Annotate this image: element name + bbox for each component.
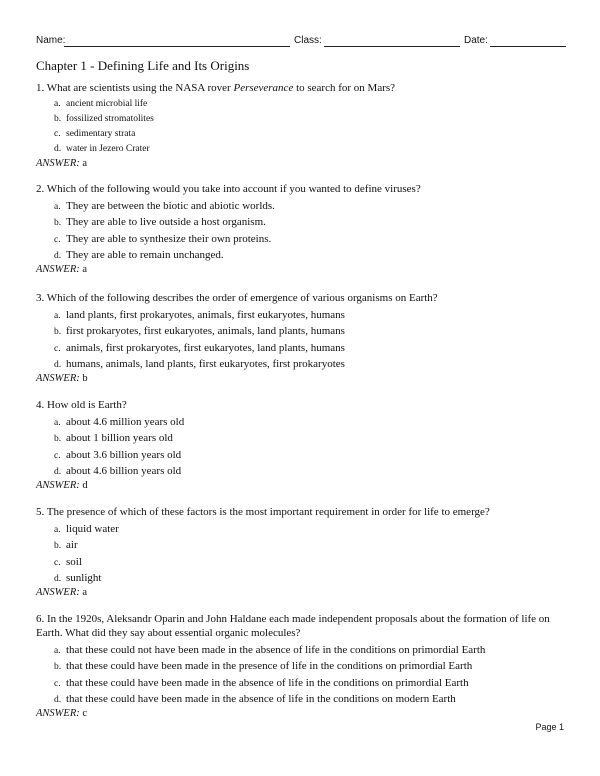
option-d: d. water in Jezero Crater — [54, 144, 150, 154]
question-6 — [36, 612, 566, 720]
answer-value: a — [82, 264, 88, 276]
question-stem: 3. Which of the following describes the order of emergence of various organisms on Earth? — [36, 292, 438, 304]
option-c: c. about 3.6 billion years old — [54, 448, 182, 461]
question-stem: 5. The presence of which of these factors is the most important requirement in order for life to emerge? — [36, 506, 490, 518]
answer-value: d — [82, 480, 88, 492]
answer-value: a — [82, 158, 88, 169]
name-line — [64, 46, 290, 47]
date-line — [490, 46, 566, 47]
option-a: a. land plants, first prokaryotes, animals, first eukaryotes, humans — [54, 309, 345, 321]
option-d: d. They are able to remain unchanged. — [54, 248, 224, 261]
chapter-title: Chapter 1 - Defining Life and Its Origins — [36, 58, 250, 73]
option-a: a. liquid water — [54, 523, 119, 535]
answer-value: a — [82, 587, 88, 599]
option-c: c. sedimentary strata — [54, 129, 136, 139]
option-b: b. first prokaryotes, first eukaryotes, animals, land plants, humans — [54, 325, 345, 338]
answer-line: ANSWER: a — [36, 587, 88, 599]
option-c: c. They are able to synthesize their own proteins. — [54, 232, 272, 245]
option-d: d. humans, animals, land plants, first eukaryotes, first prokaryotes — [54, 357, 345, 370]
option-a: a. about 4.6 million years old — [54, 416, 185, 428]
option-c: c. that these could have been made in the absence of life in the conditions on primordial Earth — [54, 676, 469, 689]
answer-line: ANSWER: c — [36, 708, 88, 720]
option-b: b. about 1 billion years old — [54, 432, 173, 445]
option-b: b. fossilized stromatolites — [54, 114, 154, 124]
option-b: b. that these could have been made in the presence of life in the conditions on primordial Earth — [54, 660, 473, 673]
class-line — [324, 46, 460, 47]
option-a: a. ancient microbial life — [54, 99, 148, 109]
question-3 — [36, 291, 566, 385]
question-stem: 4. How old is Earth? — [36, 399, 127, 411]
question-1 — [36, 81, 566, 170]
page-number: Page 1 — [535, 722, 564, 732]
option-d: d. about 4.6 billion years old — [54, 464, 182, 477]
option-a: a. that these could not have been made in the absence of life in the conditions on primordial Earth — [54, 644, 486, 656]
question-stem: 6. In the 1920s, Aleksandr Oparin and John Haldane each made independent proposals about the formation of life on Earth. What did they say about essential organic molecules? — [36, 613, 550, 639]
question-stem: 1. What are scientists using the NASA rover Perseverance to search for on Mars? — [36, 82, 396, 94]
question-2 — [36, 182, 566, 276]
name-label: Name: — [36, 35, 66, 46]
option-d: d. that these could have been made in the absence of life in the conditions on modern Earth — [54, 692, 456, 705]
question-stem: 2. Which of the following would you take into account if you wanted to define viruses? — [36, 183, 421, 195]
student-info-header — [36, 35, 566, 49]
date-label: Date: — [464, 35, 488, 46]
answer-value: c — [82, 708, 88, 720]
answer-line: ANSWER: a — [36, 264, 88, 276]
option-d: d. sunlight — [54, 571, 102, 584]
answer-line: ANSWER: b — [36, 373, 88, 385]
answer-line: ANSWER: d — [36, 480, 88, 492]
answer-value: b — [82, 373, 88, 385]
answer-line: ANSWER: a — [36, 158, 88, 169]
option-c: c. soil — [54, 555, 82, 568]
option-a: a. They are between the biotic and abiotic worlds. — [54, 200, 275, 212]
question-5 — [36, 505, 566, 599]
class-label: Class: — [294, 35, 322, 46]
option-b: b. They are able to live outside a host organism. — [54, 216, 266, 229]
option-b: b. air — [54, 539, 78, 552]
question-4 — [36, 398, 566, 492]
option-c: c. animals, first prokaryotes, first eukaryotes, land plants, humans — [54, 341, 345, 354]
